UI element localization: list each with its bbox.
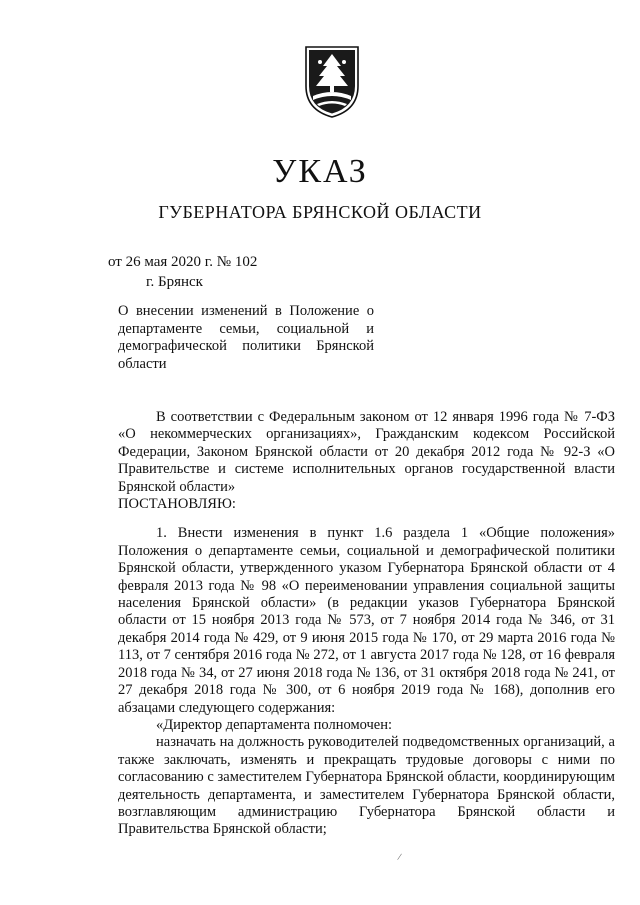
- quote-paragraph-2: назначать на должность руководителей подведомственных организаций, а также заключать, изменять и прекращать трудовые договоры с ними по согласованию с заместителем Губернатора Брянской области, координирующим деятельность департамента, и заместителем Губернатора Брянской области, возглавляющим администрацию Губернатора Брянской области и Правительства Брянской области;: [118, 734, 615, 838]
- city-label: г. Брянск: [146, 274, 203, 290]
- preamble-paragraph: В соответствии с Федеральным законом от 12 января 1996 года № 7-ФЗ «О некоммерческих организациях», Гражданским кодексом Российской Федерации, Законом Брянской области от 20 декабря 2012 года № 92-З «О Правительстве и системе исполнительных органов государственной власти Брянской области»: [118, 409, 615, 495]
- decree-subject: О внесении изменений в Положение о департаменте семьи, социальной и демографической политики Брянской области: [118, 303, 374, 372]
- quote-paragraph-1: «Директор департамента полномочен:: [156, 716, 393, 733]
- document-body: [118, 409, 615, 839]
- coat-of-arms-icon: [303, 44, 361, 120]
- item-1-paragraph: 1. Внести изменения в пункт 1.6 раздела 1 «Общие положения» Положения о департаменте семьи, социальной и демографической политики Брянской области, утвержденного указом Губернатора Брянской области от 4 февраля 2013 года № 98 «О переименовании управления социальной защиты населения Брянской области» (в редакции указов Губернатора Брянской области от 15 ноября 2013 года № 573, от 7 ноября 2014 года № 346, от 31 декабря 2014 года № 429, от 9 июня 2015 года № 170, от 29 марта 2016 года № 113, от 7 сентября 2016 года № 272, от 1 августа 2017 года № 128, от 16 февраля 2018 года № 34, от 27 июня 2018 года № 136, от 31 октября 2018 года № 241, от 27 декабря 2018 года № 300, от 6 ноября 2019 года № 168), дополнив его абзацами следующего содержания:: [118, 525, 615, 716]
- resolve-heading: ПОСТАНОВЛЯЮ:: [118, 496, 236, 513]
- page-mark: /: [396, 851, 403, 864]
- document-subtitle: ГУБЕРНАТОРА БРЯНСКОЙ ОБЛАСТИ: [158, 202, 482, 222]
- date-number-line: от 26 мая 2020 г. № 102: [108, 254, 258, 270]
- document-title: УКАЗ: [272, 153, 368, 190]
